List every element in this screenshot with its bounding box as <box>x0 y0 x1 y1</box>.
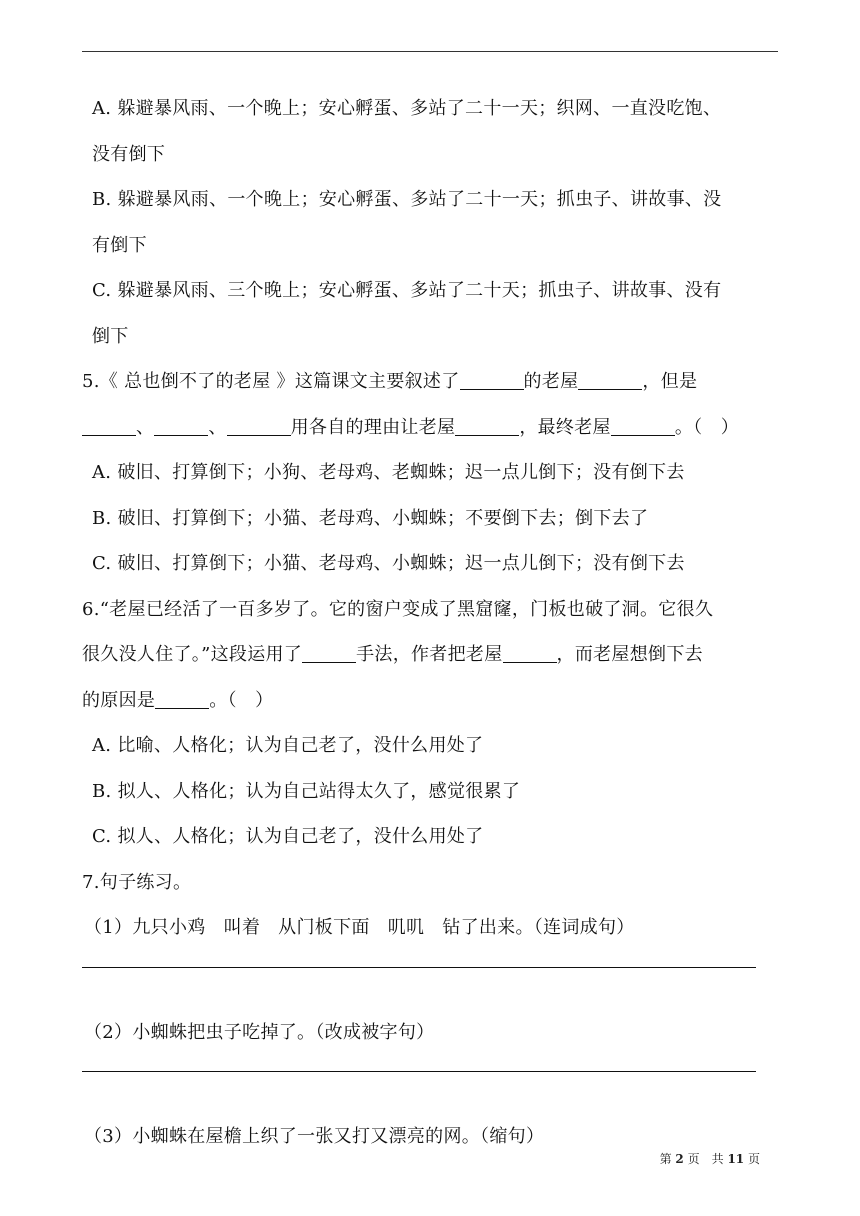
q6-option-c <box>82 814 782 860</box>
answer-line[interactable] <box>82 1071 756 1072</box>
q6-text-5: 的原因是 <box>82 689 156 711</box>
q5-stem-line1 <box>82 359 782 405</box>
q6-text-4: ，而老屋想倒下去 <box>556 644 703 665</box>
q5-text-2: 的老屋 <box>523 371 579 392</box>
q4-option-a-line2: 没有倒下 <box>92 143 166 165</box>
q6-option-a <box>82 723 782 769</box>
worksheet-body <box>82 86 782 1160</box>
q5-stem-line2 <box>82 405 782 451</box>
q6-text-3: 手法，作者把老屋 <box>356 644 503 665</box>
q4-option-b-cont <box>82 223 782 269</box>
q7-item-2 <box>82 1010 782 1056</box>
q5-option-b-text: B. 破旧、打算倒下；小猫、老母鸡、小蜘蛛；不要倒下去；倒下去了 <box>92 507 649 529</box>
q4-option-b-line2: 有倒下 <box>92 234 147 256</box>
total-pages-number: 11 <box>727 1152 745 1166</box>
q5-option-b <box>82 496 782 542</box>
q5-option-c-text: C. 破旧、打算倒下；小猫、老母鸡、小蜘蛛；迟一点儿倒下；没有倒下去 <box>92 553 685 574</box>
answer-blank[interactable] <box>611 415 675 436</box>
q4-option-c-line1: C. 躲避暴风雨、三个晚上；安心孵蛋、多站了二十天；抓虫子、讲故事、没有 <box>92 280 722 301</box>
q7-item-1-num: （1） <box>84 917 133 938</box>
q4-option-a-line1: A. 躲避暴风雨、一个晚上；安心孵蛋、多站了二十一天；织网、一直没吃饱、 <box>92 98 722 119</box>
q6-option-b <box>82 769 782 815</box>
q7-title-text: 7.句子练习。 <box>82 871 192 893</box>
header-rule <box>82 51 778 52</box>
q6-text-6: 。（ ） <box>209 689 274 711</box>
q4-option-a-cont <box>82 132 782 178</box>
answer-blank[interactable] <box>227 415 291 436</box>
q7-item-1 <box>82 905 782 951</box>
current-page-number: 2 <box>675 1152 684 1166</box>
q4-option-c-cont <box>82 314 782 360</box>
q7-title <box>82 860 782 906</box>
q5-option-c <box>82 541 782 587</box>
q5-sep-1: 、 <box>136 416 155 438</box>
q4-option-b <box>82 177 782 223</box>
q6-stem-line1 <box>82 587 782 633</box>
q4-option-b-line1: B. 躲避暴风雨、一个晚上；安心孵蛋、多站了二十一天；抓虫子、讲故事、没 <box>92 189 722 210</box>
q4-option-c <box>82 268 782 314</box>
q6-option-a-text: A. 比喻、人格化；认为自己老了，没什么用处了 <box>92 735 484 756</box>
q5-text-4: 用各自的理由让老屋 <box>290 416 456 438</box>
q7-item-1-task: （连词成句） <box>533 917 635 938</box>
word-chip: 叫着 <box>223 917 261 938</box>
q5-text-5: ，最终老屋 <box>519 416 611 438</box>
answer-blank[interactable] <box>455 415 519 436</box>
q5-text-6: 。（ ） <box>674 416 740 438</box>
q6-option-c-text: C. 拟人、人格化；认为自己老了，没什么用处了 <box>92 826 484 847</box>
q6-text-1: 6.“老屋已经活了一百多岁了。它的窗户变成了黑窟窿，门板也破了洞。它很久 <box>82 598 714 620</box>
q4-option-c-line2: 倒下 <box>92 325 129 347</box>
q7-item-2-text: （2）小蜘蛛把虫子吃掉了。（改成被字句） <box>84 1021 435 1043</box>
answer-blank[interactable] <box>460 369 524 390</box>
word-chip: 九只小鸡 <box>132 917 206 938</box>
answer-blank[interactable] <box>154 415 208 436</box>
word-chip: 钻了出来。 <box>442 917 534 938</box>
q5-option-a <box>82 450 782 496</box>
q5-text-1: 5.《 总也倒不了的老屋 》这篇课文主要叙述了 <box>82 371 460 392</box>
answer-blank[interactable] <box>578 369 642 390</box>
q6-text-2: 很久没人住了。”这段运用了 <box>82 644 303 665</box>
q5-sep-2: 、 <box>208 416 227 438</box>
answer-line[interactable] <box>82 967 756 968</box>
word-chip: 叽叽 <box>387 917 425 938</box>
q6-stem-line2 <box>82 632 782 678</box>
answer-blank[interactable] <box>503 642 557 663</box>
footer-text: 第 <box>659 1152 672 1166</box>
q5-text-3: ，但是 <box>642 371 698 392</box>
q7-item-3-text: （3）小蜘蛛在屋檐上织了一张又打又漂亮的网。（缩句） <box>84 1126 545 1147</box>
answer-blank[interactable] <box>155 688 209 709</box>
footer-text: 页 <box>747 1152 760 1166</box>
word-chip: 从门板下面 <box>278 917 370 938</box>
q6-option-b-text: B. 拟人、人格化；认为自己站得太久了，感觉很累了 <box>92 780 521 802</box>
q4-option-a <box>82 86 782 132</box>
answer-blank[interactable] <box>82 415 136 436</box>
footer-text: 页 共 <box>687 1152 724 1166</box>
q5-option-a-text: A. 破旧、打算倒下；小狗、老母鸡、老蜘蛛；迟一点儿倒下；没有倒下去 <box>92 462 685 483</box>
q6-stem-line3 <box>82 678 782 724</box>
answer-blank[interactable] <box>302 642 356 663</box>
